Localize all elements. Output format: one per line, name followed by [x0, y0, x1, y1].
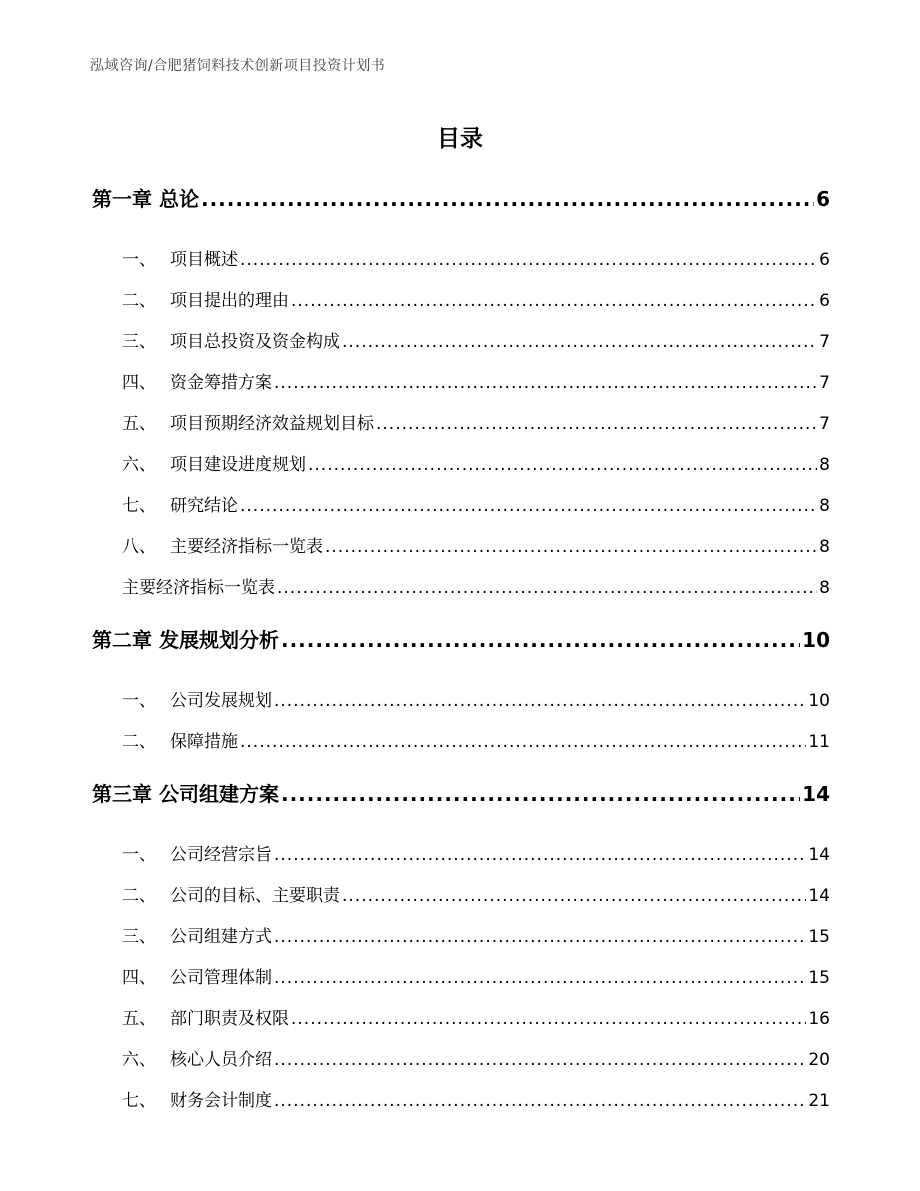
dot-leader [274, 845, 806, 864]
page-number: 8 [819, 537, 830, 556]
entry-label [122, 573, 275, 597]
dot-leader [274, 1091, 806, 1110]
entry-label [122, 1086, 272, 1110]
entry-title: 主要经济指标一览表 [170, 537, 323, 556]
entry-number: 四、 [122, 968, 156, 987]
dot-leader [240, 732, 806, 751]
entry-title: 项目建设进度规划 [170, 455, 306, 474]
entry-number: 二、 [122, 732, 156, 751]
toc-section-entry[interactable] [92, 963, 830, 987]
entry-label [122, 881, 340, 905]
dot-leader [342, 886, 806, 905]
entry-title: 研究结论 [170, 496, 238, 515]
entry-title: 项目预期经济效益规划目标 [170, 414, 374, 433]
page-number: 7 [819, 332, 830, 351]
toc-chapter-entry[interactable] [92, 183, 830, 211]
entry-label [122, 532, 323, 556]
dot-leader [274, 691, 806, 710]
dot-leader [274, 968, 806, 987]
page-number: 6 [816, 187, 830, 211]
page-number: 7 [819, 414, 830, 433]
entry-label [92, 183, 199, 211]
toc-section-entry[interactable] [92, 922, 830, 946]
toc-section-entry[interactable] [92, 573, 830, 597]
entry-title: 公司发展规划 [170, 691, 272, 710]
page-number: 11 [808, 732, 830, 751]
entry-label [122, 922, 272, 946]
dot-leader [240, 250, 817, 269]
page-number: 6 [819, 250, 830, 269]
page-number: 6 [819, 291, 830, 310]
entry-number: 八、 [122, 537, 156, 556]
entry-title: 公司的目标、主要职责 [170, 886, 340, 905]
page-number: 8 [819, 455, 830, 474]
dot-leader [274, 927, 806, 946]
entry-label [122, 245, 238, 269]
entry-number: 一、 [122, 691, 156, 710]
entry-title: 项目总投资及资金构成 [170, 332, 340, 351]
toc-section-entry[interactable] [92, 327, 830, 351]
entry-title: 公司组建方式 [170, 927, 272, 946]
page-number: 21 [808, 1091, 830, 1110]
toc-section-entry[interactable] [92, 450, 830, 474]
toc-section-entry[interactable] [92, 1004, 830, 1028]
dot-leader [342, 332, 817, 351]
toc-title: 目录 [437, 126, 483, 152]
entry-number: 七、 [122, 1091, 156, 1110]
entry-title: 项目概述 [170, 250, 238, 269]
toc-chapter-entry[interactable] [92, 778, 830, 806]
dot-leader [281, 628, 800, 652]
page-number: 10 [808, 691, 830, 710]
entry-number: 五、 [122, 1009, 156, 1028]
entry-label [92, 624, 279, 652]
dot-leader [274, 373, 817, 392]
dot-leader [308, 455, 817, 474]
dot-leader [376, 414, 817, 433]
entry-number: 五、 [122, 414, 156, 433]
toc-section-entry[interactable] [92, 491, 830, 515]
entry-title: 主要经济指标一览表 [122, 578, 275, 597]
entry-title: 核心人员介绍 [170, 1050, 272, 1069]
entry-label [122, 963, 272, 987]
page-number: 14 [802, 782, 830, 806]
entry-number: 六、 [122, 455, 156, 474]
dot-leader [325, 537, 817, 556]
entry-label [92, 778, 279, 806]
entry-title: 资金筹措方案 [170, 373, 272, 392]
page-number: 8 [819, 578, 830, 597]
toc-section-entry[interactable] [92, 727, 830, 751]
dot-leader [240, 496, 817, 515]
toc-section-entry[interactable] [92, 532, 830, 556]
entry-title: 财务会计制度 [170, 1091, 272, 1110]
page-number: 14 [808, 845, 830, 864]
entry-label [122, 686, 272, 710]
entry-label [122, 450, 306, 474]
entry-label [122, 286, 289, 310]
entry-label [122, 491, 238, 515]
toc-chapter-entry[interactable] [92, 624, 830, 652]
page-number: 7 [819, 373, 830, 392]
toc-section-entry[interactable] [92, 881, 830, 905]
page-number: 16 [808, 1009, 830, 1028]
entry-number: 七、 [122, 496, 156, 515]
page-number: 15 [808, 968, 830, 987]
entry-number: 六、 [122, 1050, 156, 1069]
entry-number: 三、 [122, 927, 156, 946]
entry-number: 三、 [122, 332, 156, 351]
toc-section-entry[interactable] [92, 409, 830, 433]
dot-leader [277, 578, 817, 597]
entry-title: 第三章 公司组建方案 [92, 782, 279, 806]
page-number: 20 [808, 1050, 830, 1069]
entry-label [122, 1004, 289, 1028]
entry-number: 二、 [122, 886, 156, 905]
entry-label [122, 327, 340, 351]
entry-label [122, 840, 272, 864]
entry-title: 第二章 发展规划分析 [92, 628, 279, 652]
entry-label [122, 409, 374, 433]
entry-label [122, 1045, 272, 1069]
toc-section-entry[interactable] [92, 686, 830, 710]
entry-label [122, 368, 272, 392]
entry-title: 公司管理体制 [170, 968, 272, 987]
entry-number: 一、 [122, 250, 156, 269]
page-number: 14 [808, 886, 830, 905]
page-number: 10 [802, 628, 830, 652]
entry-number: 二、 [122, 291, 156, 310]
entry-label [122, 727, 238, 751]
dot-leader [274, 1050, 806, 1069]
entry-title: 项目提出的理由 [170, 291, 289, 310]
dot-leader [291, 291, 817, 310]
table-of-contents [92, 183, 830, 1110]
entry-number: 四、 [122, 373, 156, 392]
toc-section-entry[interactable] [92, 368, 830, 392]
running-header: 泓域咨询/合肥猪饲料技术创新项目投资计划书 [90, 58, 386, 74]
entry-title: 保障措施 [170, 732, 238, 751]
toc-section-entry[interactable] [92, 286, 830, 310]
page-number: 8 [819, 496, 830, 515]
toc-section-entry[interactable] [92, 840, 830, 864]
dot-leader [291, 1009, 806, 1028]
dot-leader [201, 187, 814, 211]
page-number: 15 [808, 927, 830, 946]
entry-title: 公司经营宗旨 [170, 845, 272, 864]
entry-title: 部门职责及权限 [170, 1009, 289, 1028]
toc-section-entry[interactable] [92, 1045, 830, 1069]
entry-title: 第一章 总论 [92, 187, 199, 211]
dot-leader [281, 782, 800, 806]
entry-number: 一、 [122, 845, 156, 864]
toc-section-entry[interactable] [92, 245, 830, 269]
toc-section-entry[interactable] [92, 1086, 830, 1110]
